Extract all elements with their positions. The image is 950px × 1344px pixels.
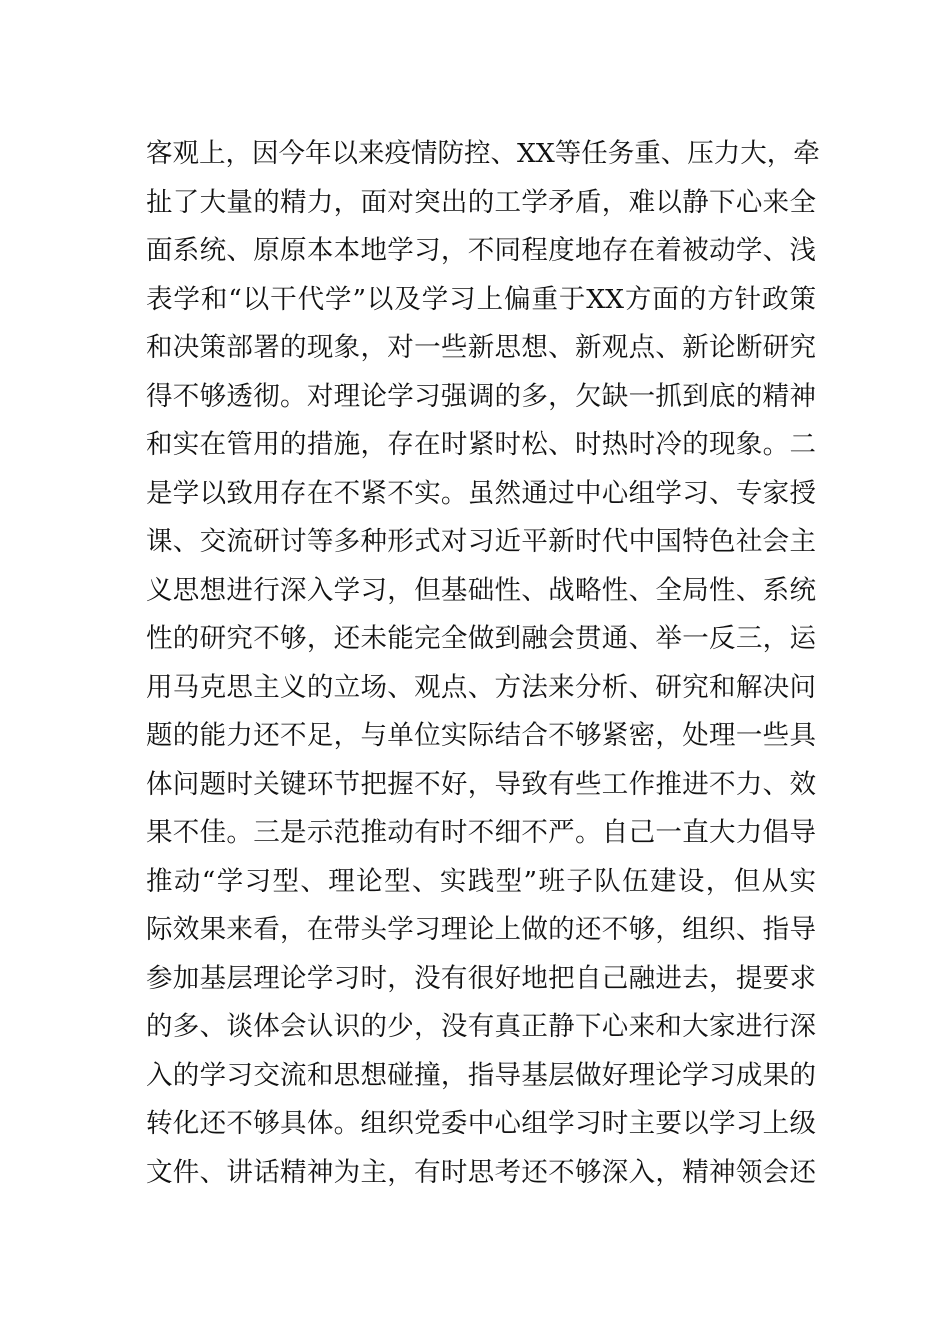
text-line: 用马克思主义的立场、观点、方法来分析、研究和解决问 <box>146 671 816 703</box>
body-paragraph <box>146 130 820 1197</box>
text-line: 是学以致用存在不紧不实。虽然通过中心组学习、专家授 <box>146 477 816 509</box>
text-line: 题的能力还不足，与单位实际结合不够紧密，处理一些具 <box>146 720 816 751</box>
text-line: 际效果来看，在带头学习理论上做的还不够，组织、指导 <box>146 914 816 945</box>
text-line: 的多、谈体会认识的少，没有真正静下心来和大家进行深 <box>146 1011 816 1042</box>
text-line: 课、交流研讨等多种形式对习近平新时代中国特色社会主 <box>146 526 816 557</box>
text-line: 表学和“以干代学”以及学习上偏重于XX方面的方针政策 <box>146 283 816 315</box>
text-line: 性的研究不够，还未能完全做到融会贯通、举一反三，运 <box>146 623 816 654</box>
text-line: 面系统、原原本本地学习，不同程度地存在着被动学、浅 <box>146 235 816 266</box>
text-line: 文件、讲话精神为主，有时思考还不够深入，精神领会还 <box>146 1156 816 1188</box>
text-line: 扯了大量的精力，面对突出的工学矛盾，难以静下心来全 <box>146 186 816 218</box>
text-line: 和决策部署的现象，对一些新思想、新观点、新论断研究 <box>146 332 816 363</box>
text-line: 转化还不够具体。组织党委中心组学习时主要以学习上级 <box>146 1108 816 1139</box>
text-line: 果不佳。三是示范推动有时不细不严。自己一直大力倡导 <box>146 817 816 848</box>
text-line: 入的学习交流和思想碰撞，指导基层做好理论学习成果的 <box>146 1059 816 1091</box>
text-line: 体问题时关键环节把握不好，导致有些工作推进不力、效 <box>146 768 816 800</box>
text-line: 推动“学习型、理论型、实践型”班子队伍建设，但从实 <box>146 865 816 897</box>
text-line: 义思想进行深入学习，但基础性、战略性、全局性、系统 <box>146 574 816 606</box>
text-line: 和实在管用的措施，存在时紧时松、时热时冷的现象。二 <box>146 429 816 460</box>
text-line: 客观上，因今年以来疫情防控、XX等任务重、压力大，牵 <box>146 138 820 169</box>
text-line: 得不够透彻。对理论学习强调的多，欠缺一抓到底的精神 <box>146 380 816 412</box>
text-line: 参加基层理论学习时，没有很好地把自己融进去，提要求 <box>146 962 816 994</box>
